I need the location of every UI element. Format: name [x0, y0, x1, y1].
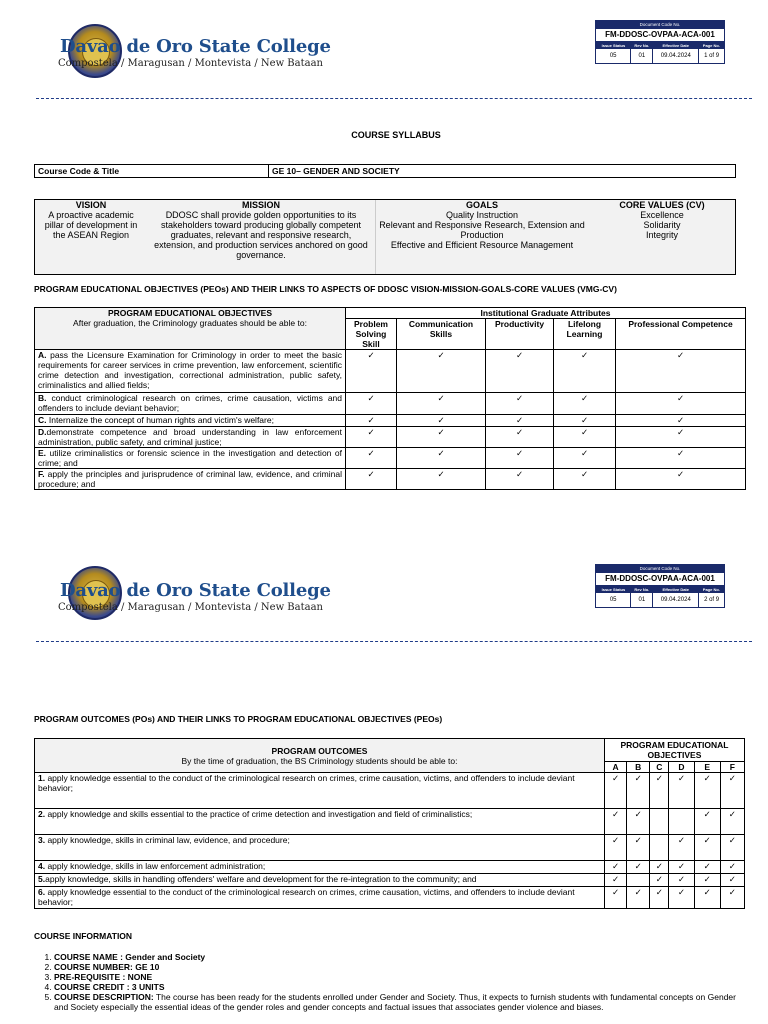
peo-subheading: After graduation, the Criminology graduates should be able to: — [73, 318, 307, 328]
po-section-title: PROGRAM OUTCOMES (POs) AND THEIR LINKS TO PROGRAM EDUCATIONAL OBJECTIVES (PEOs) — [34, 714, 443, 724]
check-mark: ✓ — [554, 427, 616, 448]
check-mark: ✓ — [627, 809, 650, 835]
goals-heading: GOALS — [465, 200, 498, 210]
course-info-label: COURSE DESCRIPTION: — [54, 992, 154, 1002]
effective-date: 09.04.2024 — [653, 593, 699, 607]
course-info-item — [54, 962, 736, 972]
peo-section-title: PROGRAM EDUCATIONAL OBJECTIVES (PEOs) AND THEIR LINKS TO ASPECTS OF DDOSC VISION-MISSION-GOALS-CORE VALUES (VMG-CV) — [34, 284, 617, 294]
course-info-item — [54, 952, 736, 962]
course-code-table — [34, 164, 736, 178]
check-mark: ✓ — [694, 874, 720, 887]
goal-item: Relevant and Responsive Research, Extension and Production — [379, 220, 585, 240]
issue-status-label: Issue Status — [596, 42, 631, 49]
check-mark: ✓ — [554, 415, 616, 427]
course-code-label: Course Code & Title — [35, 165, 269, 178]
page-no-label: Page No. — [699, 42, 724, 49]
check-mark: ✓ — [604, 773, 626, 809]
check-mark: ✓ — [486, 393, 554, 415]
peo-text — [35, 469, 346, 490]
po-row — [35, 835, 745, 861]
doc-code: FM-DDOSC-OVPAA-ACA-001 — [596, 29, 724, 42]
check-mark: ✓ — [346, 427, 397, 448]
campus-list: Compostela / Maragusan / Montevista / New Bataan — [58, 58, 323, 69]
check-mark: ✓ — [346, 469, 397, 490]
vision-text: A proactive academic pillar of development in the ASEAN Region — [44, 210, 138, 240]
peo-description: utilize criminalistics or forensic science in the investigation and detection of crime; and — [38, 448, 342, 468]
po-row — [35, 773, 745, 809]
po-number: 1. — [38, 773, 46, 783]
check-mark: ✓ — [669, 835, 694, 861]
rev-no-label: Rev No. — [631, 586, 653, 593]
peo-text — [35, 448, 346, 469]
mission-block — [149, 200, 373, 260]
po-header-cell — [35, 739, 605, 773]
check-mark: ✓ — [604, 809, 626, 835]
peo-letter-c: C — [650, 762, 669, 773]
check-mark: ✓ — [669, 861, 694, 874]
issue-status: 05 — [596, 593, 631, 607]
check-mark: ✓ — [694, 835, 720, 861]
peo-description: Internalize the concept of human rights and victim's welfare; — [46, 415, 274, 425]
vmgcv-box — [34, 199, 736, 275]
po-row — [35, 887, 745, 909]
check-mark: ✓ — [616, 393, 746, 415]
peo-description: demonstrate competence and broad understanding in law enforcement administration, public safety, and criminal justice; — [38, 427, 342, 447]
check-mark: ✓ — [604, 835, 626, 861]
attr-productivity: Productivity — [486, 319, 554, 350]
peo-letter-a: A — [604, 762, 626, 773]
header-rule — [36, 98, 752, 99]
peo-text — [35, 393, 346, 415]
syllabus-title: COURSE SYLLABUS — [351, 130, 441, 140]
check-mark: ✓ — [694, 809, 720, 835]
peo-letter-f: F — [720, 762, 744, 773]
effective-date-label: Effective Date — [653, 586, 699, 593]
issue-status: 05 — [596, 49, 631, 63]
check-mark: ✓ — [604, 887, 626, 909]
check-mark: ✓ — [346, 350, 397, 393]
check-mark: ✓ — [627, 835, 650, 861]
check-mark: ✓ — [720, 835, 744, 861]
mission-text: DDOSC shall provide golden opportunities to its stakeholders toward producing globally competent graduates, relevant and responsive research, extension, and production services anchored on good governance. — [154, 210, 368, 260]
check-mark: ✓ — [720, 874, 744, 887]
po-description: apply knowledge essential to the conduct of the criminological research on crimes, crime causation, victims, and offenders to include deviant behavior; — [38, 887, 575, 907]
check-mark: ✓ — [669, 874, 694, 887]
peo-row — [35, 415, 746, 427]
po-text — [35, 874, 605, 887]
peo-description: apply the principles and jurisprudence of criminal law, evidence, and criminal procedure; and — [38, 469, 342, 489]
check-mark: ✓ — [554, 350, 616, 393]
peo-letter: A. — [38, 350, 47, 360]
check-mark: ✓ — [669, 887, 694, 909]
check-mark: ✓ — [486, 415, 554, 427]
check-mark: ✓ — [554, 469, 616, 490]
course-info-title: COURSE INFORMATION — [34, 931, 133, 941]
peo-text — [35, 427, 346, 448]
peo-letter-d: D — [669, 762, 694, 773]
effective-date-label: Effective Date — [653, 42, 699, 49]
po-number: 2. — [38, 809, 46, 819]
po-table — [34, 738, 745, 909]
check-mark: ✓ — [486, 427, 554, 448]
doc-code-label: Document Code No. — [596, 21, 724, 29]
core-values-heading: CORE VALUES (CV) — [619, 200, 705, 210]
check-mark: ✓ — [616, 350, 746, 393]
campus-list: Compostela / Maragusan / Montevista / New Bataan — [58, 602, 323, 613]
peo-letter-b: B — [627, 762, 650, 773]
goal-item: Quality Instruction — [445, 210, 519, 220]
page-no-label: Page No. — [699, 586, 724, 593]
college-name: Davao de Oro State College — [60, 580, 331, 601]
po-number: 4. — [38, 861, 46, 871]
vision-heading: VISION — [75, 200, 107, 210]
goals-block — [375, 200, 588, 274]
check-mark: ✓ — [397, 393, 486, 415]
peo-letter: E. — [38, 448, 47, 458]
course-info-list — [34, 952, 736, 1012]
po-description: apply knowledge and skills essential to the practice of crime detection and investigation and field of criminalistics; — [45, 809, 473, 819]
effective-date: 09.04.2024 — [653, 49, 699, 63]
check-mark: ✓ — [650, 874, 669, 887]
doc-code: FM-DDOSC-OVPAA-ACA-001 — [596, 573, 724, 586]
check-mark: ✓ — [554, 393, 616, 415]
check-mark: ✓ — [604, 861, 626, 874]
po-description: apply knowledge essential to the conduct of the criminological research on crimes, crime causation, victims, and offenders to include deviant behavior; — [38, 773, 575, 793]
peo-letter-e: E — [694, 762, 720, 773]
peo-header-cell — [35, 308, 346, 350]
check-mark: ✓ — [346, 393, 397, 415]
peo-row — [35, 448, 746, 469]
course-info-label: COURSE CREDIT : 3 UNITS — [54, 982, 165, 992]
peo-text — [35, 415, 346, 427]
mission-heading: MISSION — [241, 200, 280, 210]
check-mark: ✓ — [397, 415, 486, 427]
attr-lifelong-learning: Lifelong Learning — [554, 319, 616, 350]
document-code-box — [595, 564, 725, 608]
page-no: 2 of 9 — [704, 597, 720, 603]
issue-status-label: Issue Status — [596, 586, 631, 593]
header-rule — [36, 641, 752, 642]
peo-row — [35, 427, 746, 448]
peo-row — [35, 350, 746, 393]
course-info-label: COURSE NAME : Gender and Society — [54, 952, 206, 962]
po-heading: PROGRAM OUTCOMES — [271, 745, 368, 756]
peo-table — [34, 307, 746, 490]
attr-professional-competence: Professional Competence — [616, 319, 746, 350]
po-text — [35, 835, 605, 861]
po-number: 5. — [38, 874, 46, 884]
peo-row — [35, 469, 746, 490]
check-mark: ✓ — [720, 887, 744, 909]
check-mark — [650, 809, 669, 835]
po-subheading: By the time of graduation, the BS Criminology students should be able to: — [181, 755, 458, 766]
po-description: apply knowledge, skills in criminal law, evidence, and procedure; — [45, 835, 290, 845]
check-mark: ✓ — [720, 809, 744, 835]
po-number: 6. — [38, 887, 46, 897]
peo-heading: PROGRAM EDUCATIONAL OBJECTIVES — [107, 308, 273, 318]
check-mark: ✓ — [627, 773, 650, 809]
check-mark: ✓ — [694, 773, 720, 809]
check-mark: ✓ — [616, 427, 746, 448]
po-description: apply knowledge, skills in handling offenders' welfare and development for the re-integration to the community; and — [45, 874, 477, 884]
rev-no: 01 — [631, 593, 653, 607]
peo-letter: D. — [38, 427, 47, 437]
po-text — [35, 861, 605, 874]
course-info-value: The course has been ready for the students enrolled under Gender and Society. Thus, it expects to furnish students with fundamental concepts on Gender and Society especially the essential ideas of the gender roles and gender concepts and factual issues that associates gender violence and biases. — [54, 992, 736, 1012]
core-value: Excellence — [640, 210, 684, 220]
check-mark: ✓ — [720, 773, 744, 809]
page-no: 1 of 9 — [704, 53, 720, 59]
vision-block — [35, 200, 147, 240]
doc-code-label: Document Code No. — [596, 565, 724, 573]
check-mark: ✓ — [486, 350, 554, 393]
check-mark: ✓ — [650, 861, 669, 874]
course-info-item — [54, 992, 736, 1012]
po-row — [35, 874, 745, 887]
core-value: Solidarity — [643, 220, 681, 230]
peo-text — [35, 350, 346, 393]
goal-item: Effective and Efficient Resource Management — [390, 240, 574, 250]
course-code-value: GE 10– GENDER AND SOCIETY — [269, 165, 736, 178]
peo-description: pass the Licensure Examination for Criminology in order to meet the basic requirements for career services in crime prevention, law enforcement, scientific crime detection and investigation, correctional administration, public safety, criminalistics and allied fields; — [38, 350, 342, 390]
check-mark: ✓ — [604, 874, 626, 887]
po-row — [35, 809, 745, 835]
course-info-label: PRE-REQUISITE : NONE — [54, 972, 153, 982]
peo-letter: F. — [38, 469, 45, 479]
check-mark: ✓ — [650, 773, 669, 809]
peo-letter: B. — [38, 393, 47, 403]
check-mark: ✓ — [397, 469, 486, 490]
check-mark: ✓ — [669, 773, 694, 809]
peo-letter: C. — [38, 415, 47, 425]
check-mark: ✓ — [694, 861, 720, 874]
core-values-block — [591, 200, 733, 240]
check-mark: ✓ — [616, 415, 746, 427]
course-info-label: COURSE NUMBER: GE 10 — [54, 962, 160, 972]
check-mark: ✓ — [397, 350, 486, 393]
attr-problem-solving: Problem Solving Skill — [346, 319, 397, 350]
course-info-item — [54, 982, 736, 992]
check-mark: ✓ — [616, 469, 746, 490]
check-mark: ✓ — [616, 448, 746, 469]
peo-row — [35, 393, 746, 415]
iga-heading: Institutional Graduate Attributes — [346, 308, 746, 319]
po-row — [35, 861, 745, 874]
college-name: Davao de Oro State College — [60, 36, 331, 57]
check-mark: ✓ — [346, 448, 397, 469]
rev-no-label: Rev No. — [631, 42, 653, 49]
course-info-item — [54, 972, 736, 982]
check-mark: ✓ — [720, 861, 744, 874]
attr-communication: Communication Skills — [397, 319, 486, 350]
peo-links-heading: PROGRAM EDUCATIONAL OBJECTIVES — [604, 739, 744, 762]
check-mark: ✓ — [650, 887, 669, 909]
po-text — [35, 887, 605, 909]
check-mark: ✓ — [554, 448, 616, 469]
po-description: apply knowledge, skills in law enforcement administration; — [45, 861, 266, 871]
check-mark: ✓ — [397, 427, 486, 448]
check-mark: ✓ — [627, 887, 650, 909]
peo-description: conduct criminological research on crimes, crime causation, victims and offenders to include deviant behavior; — [38, 393, 342, 413]
check-mark — [627, 874, 650, 887]
po-text — [35, 809, 605, 835]
rev-no: 01 — [631, 49, 653, 63]
document-code-box — [595, 20, 725, 64]
check-mark: ✓ — [397, 448, 486, 469]
check-mark — [650, 835, 669, 861]
po-number: 3. — [38, 835, 46, 845]
po-text — [35, 773, 605, 809]
check-mark: ✓ — [486, 448, 554, 469]
check-mark — [669, 809, 694, 835]
core-value: Integrity — [645, 230, 678, 240]
check-mark: ✓ — [627, 861, 650, 874]
check-mark: ✓ — [694, 887, 720, 909]
check-mark: ✓ — [346, 415, 397, 427]
check-mark: ✓ — [486, 469, 554, 490]
